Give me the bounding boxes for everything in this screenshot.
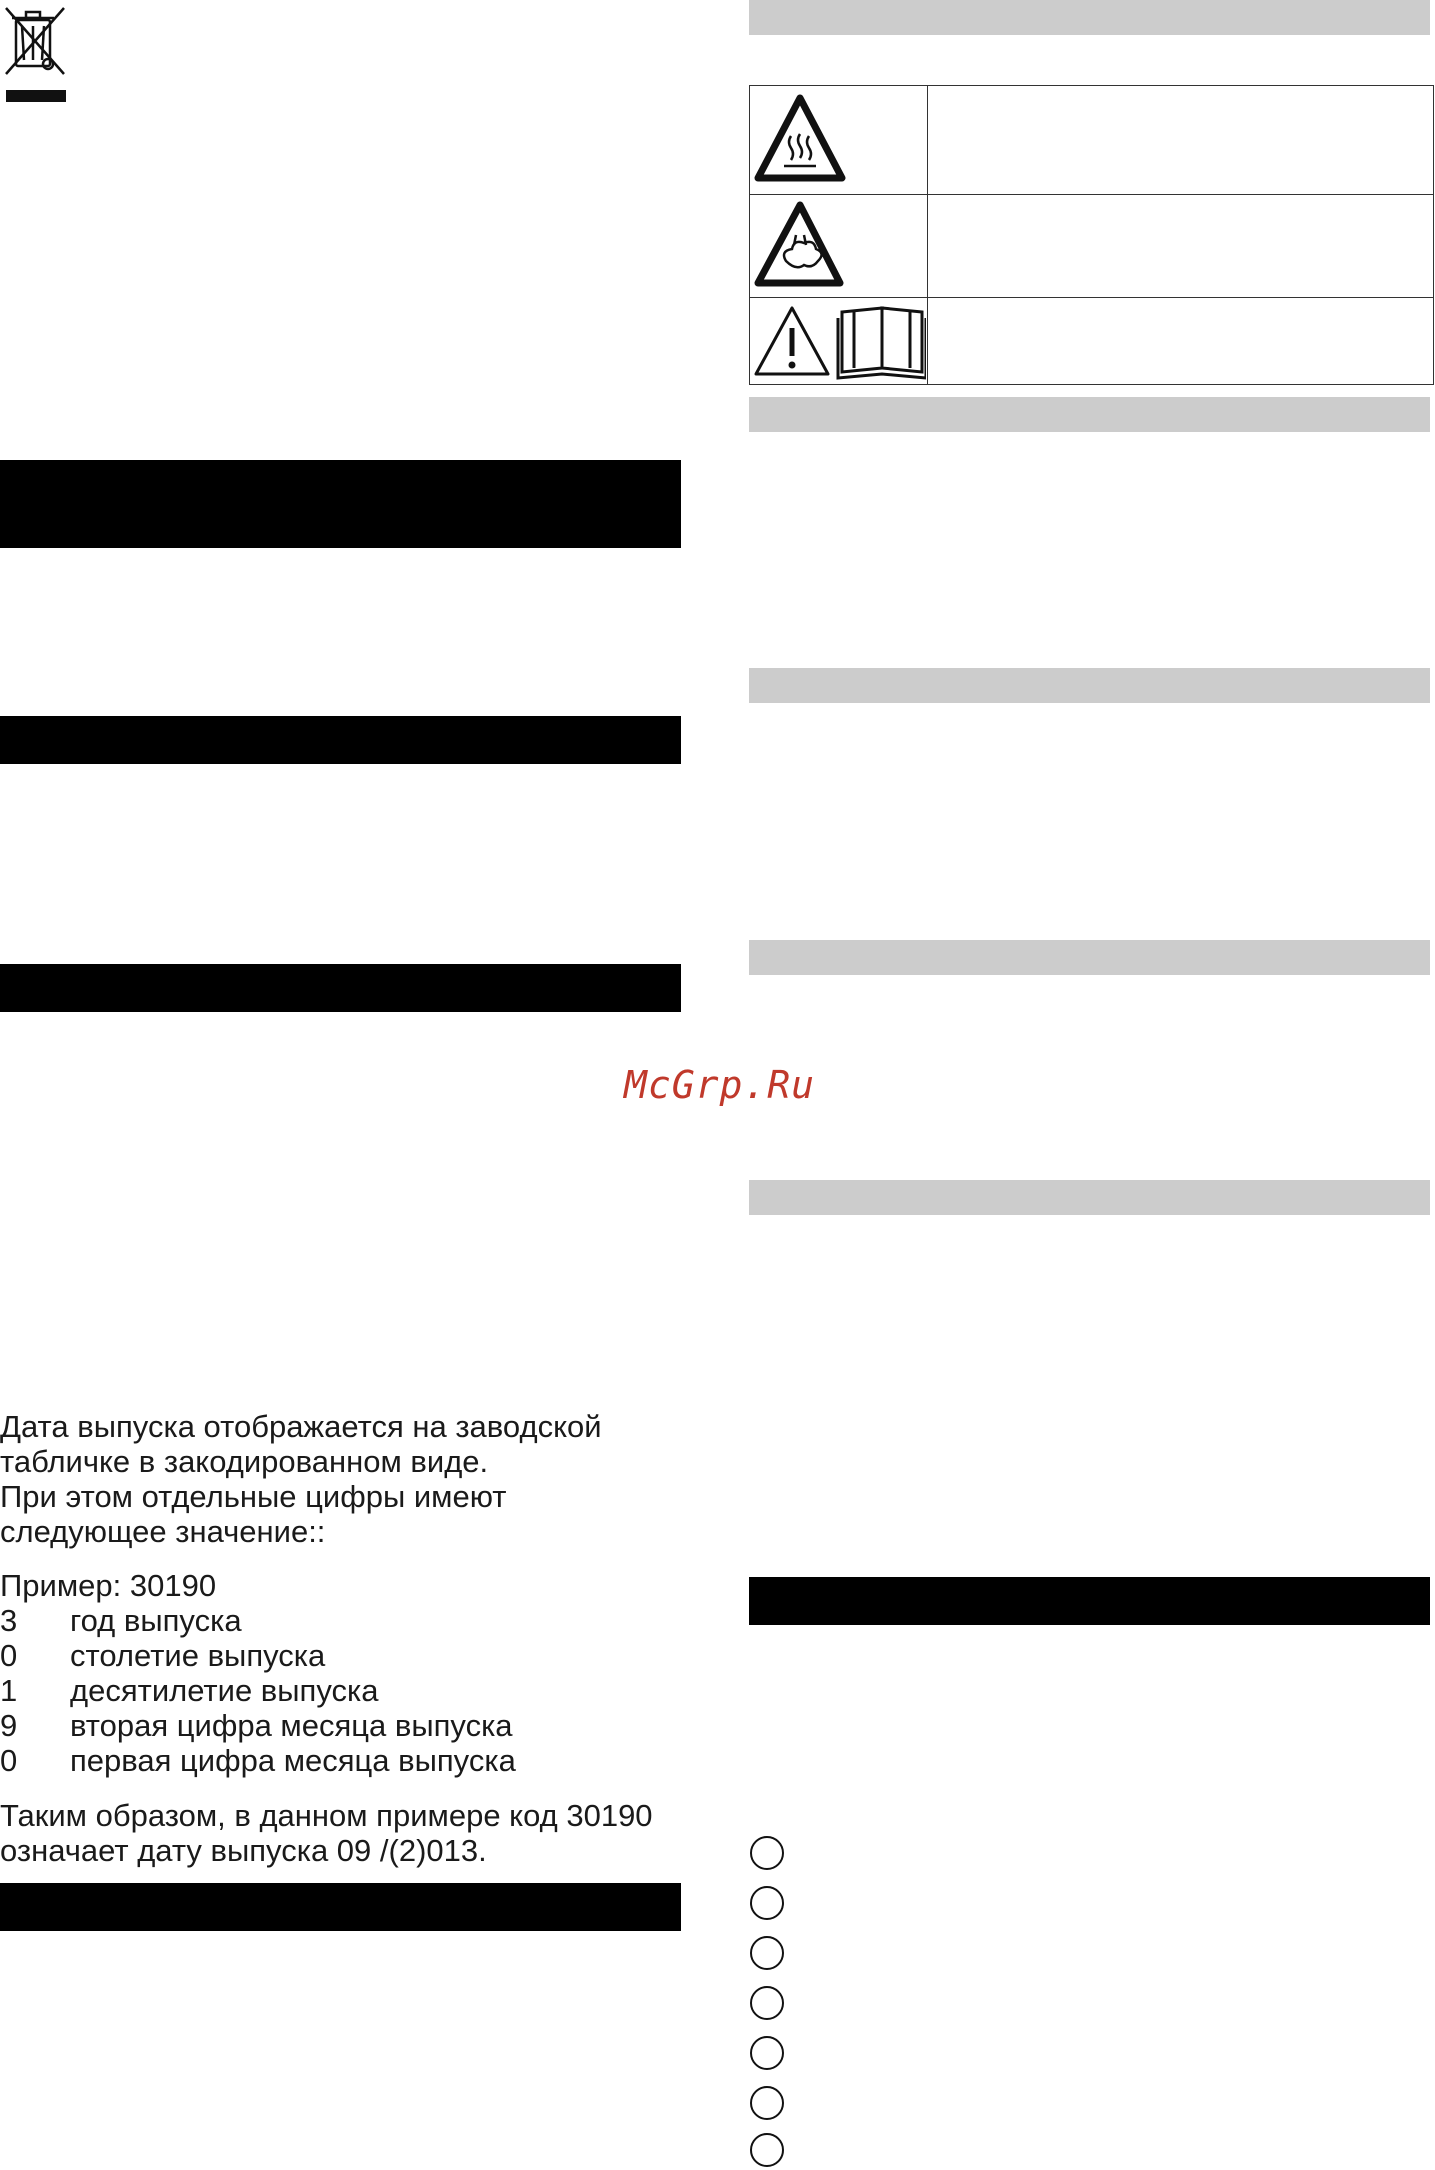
code-digit: 3 [0,1603,18,1638]
intro-line: табличке в закодированном виде. [0,1444,489,1479]
callout-circle [750,1886,784,1920]
subsection-header-bar [749,0,1430,35]
code-meaning: столетие выпуска [70,1638,326,1673]
subsection-header-bar [749,397,1430,432]
callout-circle [750,2036,784,2070]
section-header-bar [0,1883,681,1931]
production-date-conclusion [0,1798,653,1868]
subsection-header-bar [749,668,1430,703]
code-digit: 9 [0,1708,18,1743]
subsection-header-bar [749,1180,1430,1215]
symbol-cell [750,86,928,194]
callout-circle [750,1986,784,2020]
safety-symbol-row [750,195,1433,298]
safety-symbol-row [750,86,1433,195]
callout-circle [750,2133,784,2167]
section-header-bar [0,460,681,548]
section-header-bar [749,1577,1430,1625]
subsection-header-bar [749,940,1430,975]
intro-line: Дата выпуска отображается на заводской [0,1409,602,1444]
code-meaning: десятилетие выпуска [70,1673,379,1708]
intro-line: следующее значение:: [0,1514,326,1549]
symbol-cell [750,195,928,297]
hot-surface-warning-icon [750,86,926,194]
conclusion-line: Таким образом, в данном примере код 30190 [0,1798,653,1833]
production-date-intro [0,1409,602,1549]
code-digit-list [0,1603,681,1783]
safety-symbol-row [750,298,1433,384]
code-digit: 0 [0,1638,18,1673]
weee-recycling-icon [2,4,68,102]
code-meaning: вторая цифра месяца выпуска [70,1708,513,1743]
example-label: Пример: 30190 [0,1568,217,1603]
watermark-text: McGrp.Ru [624,1063,816,1107]
symbol-cell [750,298,928,384]
steam-hazard-warning-icon [750,195,926,297]
code-meaning: первая цифра месяца выпуска [70,1743,516,1778]
safety-symbols-table [749,85,1434,385]
code-meaning: год выпуска [70,1603,242,1638]
read-manual-warning-icon [750,298,926,384]
intro-line: При этом отдельные цифры имеют [0,1479,507,1514]
callout-circle [750,2086,784,2120]
code-digit: 1 [0,1673,18,1708]
section-header-bar [0,964,681,1012]
section-header-bar [0,716,681,764]
code-digit: 0 [0,1743,18,1778]
callout-circle [750,1936,784,1970]
conclusion-line: означает дату выпуска 09 /(2)013. [0,1833,487,1868]
callout-circle [750,1836,784,1870]
